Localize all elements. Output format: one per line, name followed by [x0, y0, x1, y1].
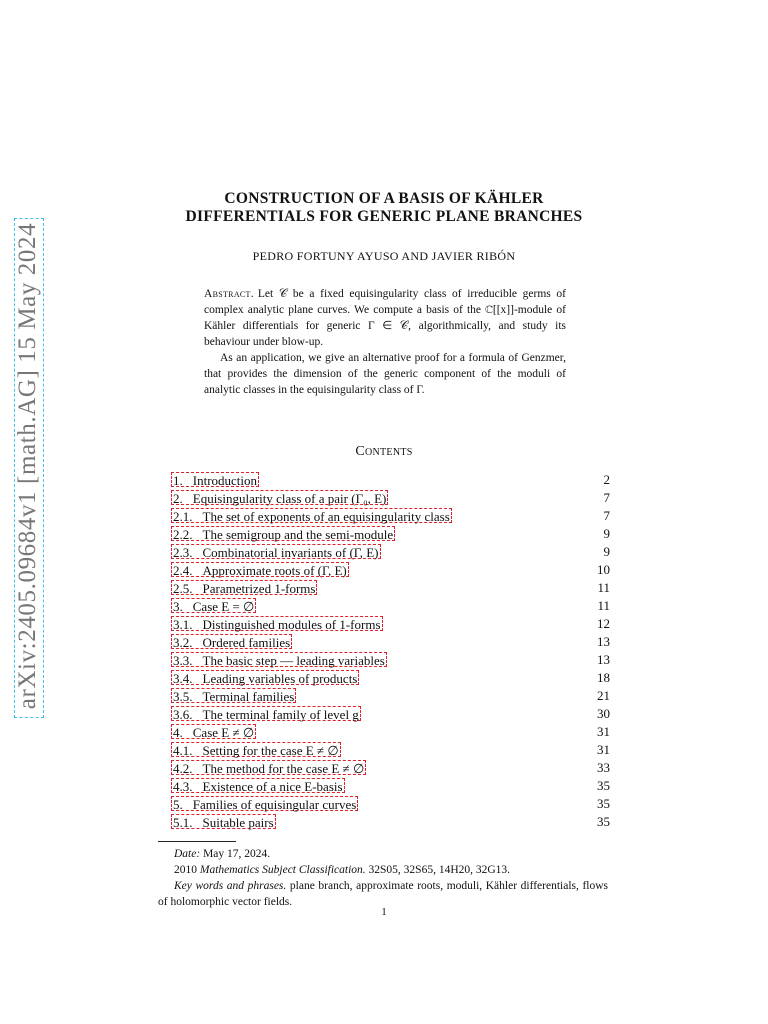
toc-section-title: Leading variables of products — [202, 671, 358, 686]
toc-section-title: Existence of a nice E-basis — [202, 779, 343, 794]
toc-section-title: The method for the case E ≠ ∅ — [202, 761, 365, 776]
toc-section-title: Approximate roots of (Γ, E) — [202, 563, 347, 578]
toc-page-number: 30 — [597, 706, 610, 721]
toc-link[interactable] — [171, 544, 381, 559]
keywords-label: Key words and phrases. — [174, 880, 287, 892]
toc-link[interactable] — [171, 598, 256, 613]
toc-section-number: 3.2. — [173, 635, 193, 650]
toc-row — [171, 472, 610, 490]
toc-section-number: 3.6. — [173, 707, 193, 722]
toc-page-number: 35 — [597, 814, 610, 829]
toc-section-number: 3.3. — [173, 653, 193, 668]
toc-section-number: 2.3. — [173, 545, 193, 560]
toc-page-number: 7 — [603, 490, 610, 505]
toc-link[interactable] — [171, 670, 359, 685]
abstract-paragraph-2: As an application, we give an alternative proof for a formula of Genzmer, that provides the dimension of the generic component of the moduli of analytic classes in the equisingularity class of Γ. — [204, 352, 566, 396]
toc-section-number: 1. — [173, 473, 183, 488]
toc-page-number: 9 — [603, 526, 610, 541]
toc-section-number: 5. — [173, 797, 183, 812]
paper-title — [150, 190, 618, 226]
paper-authors: PEDRO FORTUNY AYUSO AND JAVIER RIBÓN — [252, 249, 516, 263]
toc-page-number: 18 — [597, 670, 610, 685]
footnote-date — [158, 846, 608, 862]
msc-prefix: 2010 — [174, 864, 197, 876]
toc-section-title: Case E ≠ ∅ — [192, 725, 255, 740]
contents-heading: Contents — [355, 444, 413, 459]
toc-link[interactable] — [171, 742, 341, 757]
toc-link[interactable] — [171, 688, 296, 703]
toc-row — [171, 760, 610, 778]
toc-page-number: 31 — [597, 742, 610, 757]
paper-title-line-2: DIFFERENTIALS FOR GENERIC PLANE BRANCHES — [185, 208, 583, 225]
paper-title-line-1: CONSTRUCTION OF A BASIS OF KÄHLER — [224, 190, 544, 207]
toc-row — [171, 796, 610, 814]
abstract-text-1: Let 𝒞 be a fixed equisingularity class of irreducible germs of complex analytic plane curves. We compute a basis of the ℂ[[x]]-module of Kähler differentials for generic Γ ∈ 𝒞, algorithmically, and study its behaviour under blow-up. — [204, 288, 566, 348]
abstract-label: Abstract. — [204, 288, 254, 300]
toc-link[interactable] — [171, 814, 276, 829]
toc-row — [171, 616, 610, 634]
keywords-value: plane branch, approximate roots, moduli, Kähler differentials, flows of holomorphic vector fields. — [158, 880, 609, 908]
toc-page-number: 11 — [597, 580, 610, 595]
toc-section-title: The terminal family of level g — [202, 707, 359, 722]
toc-row — [171, 580, 610, 598]
toc-section-title: Distinguished modules of 1-forms — [202, 617, 381, 632]
toc-page-number: 10 — [597, 562, 610, 577]
toc-section-number: 2.4. — [173, 563, 193, 578]
toc-link[interactable] — [171, 508, 452, 523]
toc-section-number: 5.1. — [173, 815, 193, 830]
toc-section-title: Families of equisingular curves — [192, 797, 357, 812]
toc-row — [171, 634, 610, 652]
toc-row — [171, 562, 610, 580]
toc-link[interactable] — [171, 634, 292, 649]
toc-link[interactable] — [171, 490, 388, 505]
toc-section-number: 3.1. — [173, 617, 193, 632]
toc-page-number: 13 — [597, 652, 610, 667]
toc-section-number: 2. — [173, 491, 183, 506]
toc-page-number: 2 — [603, 472, 610, 487]
toc-link[interactable] — [171, 652, 387, 667]
toc-section-title: Suitable pairs — [202, 815, 274, 830]
abstract — [204, 286, 566, 398]
toc-link[interactable] — [171, 724, 256, 739]
toc-row — [171, 652, 610, 670]
toc-section-number: 2.1. — [173, 509, 193, 524]
toc-page-number: 7 — [603, 508, 610, 523]
toc-link[interactable] — [171, 706, 361, 721]
abstract-paragraph-1 — [204, 286, 566, 350]
toc-row — [171, 814, 610, 832]
footnotes — [158, 846, 608, 910]
toc-page-number: 11 — [597, 598, 610, 613]
page-number: 1 — [381, 906, 387, 918]
toc-section-number: 4.2. — [173, 761, 193, 776]
toc-section-title: Setting for the case E ≠ ∅ — [202, 743, 339, 758]
date-label: Date: — [174, 848, 201, 860]
toc-row — [171, 724, 610, 742]
toc-section-number: 4.1. — [173, 743, 193, 758]
toc-section-title: The semigroup and the semi-module — [202, 527, 394, 542]
toc-section-number: 4. — [173, 725, 183, 740]
toc-link[interactable] — [171, 778, 345, 793]
toc-section-number: 2.5. — [173, 581, 193, 596]
toc-section-number: 2.2. — [173, 527, 193, 542]
toc-page-number: 21 — [597, 688, 610, 703]
toc-link[interactable] — [171, 580, 317, 595]
toc-page-number: 31 — [597, 724, 610, 739]
toc-link[interactable] — [171, 616, 383, 631]
toc-section-number: 3.5. — [173, 689, 193, 704]
toc-page-number: 9 — [603, 544, 610, 559]
arxiv-identifier[interactable]: arXiv:2405.09684v1 [math.AG] 15 May 2024 — [14, 222, 41, 710]
toc-row — [171, 544, 610, 562]
toc-section-title: The basic step — leading variables — [202, 653, 385, 668]
toc-row — [171, 706, 610, 724]
toc-section-title: Ordered families — [202, 635, 291, 650]
toc-section-title: Combinatorial invariants of (Γ, E) — [202, 545, 379, 560]
toc-row — [171, 598, 610, 616]
toc-row — [171, 490, 610, 508]
toc-row — [171, 688, 610, 706]
toc-page-number: 33 — [597, 760, 610, 775]
footnote-rule — [158, 841, 236, 842]
toc-link[interactable] — [171, 796, 358, 811]
toc-section-number: 3.4. — [173, 671, 193, 686]
toc-section-number: 4.3. — [173, 779, 193, 794]
toc-section-title: The set of exponents of an equisingularity class — [202, 509, 450, 524]
toc-section-number: 3. — [173, 599, 183, 614]
toc-page-number: 35 — [597, 778, 610, 793]
msc-value: 32S05, 32S65, 14H20, 32G13. — [368, 864, 511, 876]
date-value: May 17, 2024. — [203, 848, 271, 860]
msc-label: Mathematics Subject Classification. — [199, 864, 366, 876]
toc-page-number: 12 — [597, 616, 610, 631]
toc-section-title: Parametrized 1-forms — [202, 581, 316, 596]
toc-row — [171, 508, 610, 526]
toc-section-title: Equisingularity class of a pair (Γ₀, E) — [192, 491, 387, 506]
toc-row — [171, 526, 610, 544]
toc-section-title: Case E = ∅ — [192, 599, 255, 614]
toc-section-title: Terminal families — [202, 689, 295, 704]
toc-link[interactable] — [171, 562, 349, 577]
toc-row — [171, 670, 610, 688]
toc-link[interactable] — [171, 526, 395, 541]
toc-page-number: 35 — [597, 796, 610, 811]
toc-row — [171, 778, 610, 796]
toc-link[interactable] — [171, 472, 259, 487]
toc-link[interactable] — [171, 760, 366, 775]
toc-row — [171, 742, 610, 760]
toc-section-title: Introduction — [192, 473, 258, 488]
footnote-msc — [158, 862, 608, 878]
toc-page-number: 13 — [597, 634, 610, 649]
table-of-contents — [171, 472, 610, 832]
